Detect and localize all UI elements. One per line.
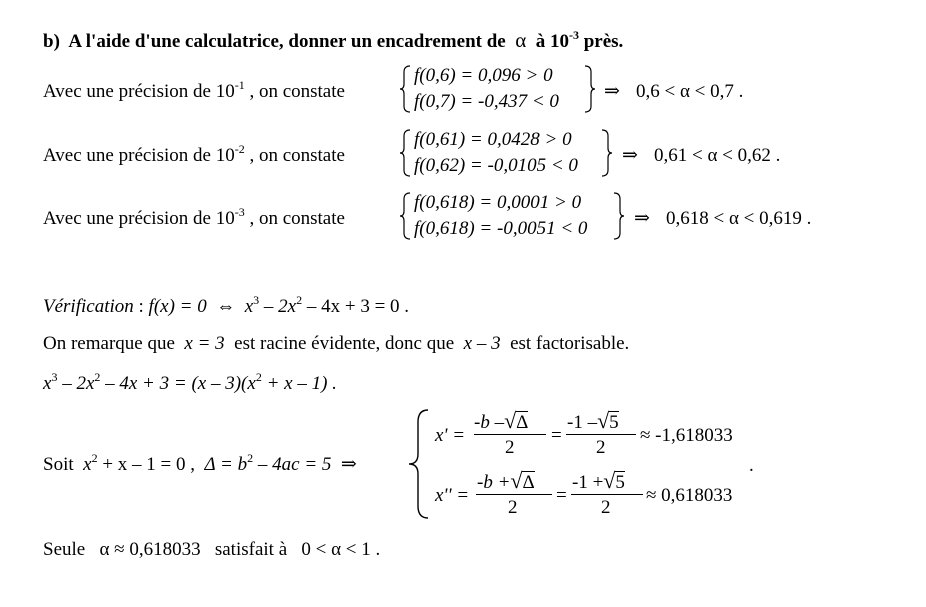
- fraction-bar: [476, 494, 552, 495]
- precision-mid: , on constate: [249, 81, 345, 102]
- implies-icon: ⇒: [604, 81, 620, 102]
- delta-symbol: Δ: [516, 412, 529, 433]
- precision-exp: -3: [234, 205, 245, 219]
- radicand: 5: [609, 412, 619, 433]
- verification-tail: – 4x + 3 = 0 .: [306, 296, 410, 317]
- sqrt-icon: √: [510, 468, 523, 493]
- left-brace-icon: [398, 64, 412, 114]
- verification-eq-left: f(x) = 0: [148, 296, 207, 317]
- eval-line-2: [414, 156, 578, 175]
- numerator-text: -1 +: [572, 472, 604, 493]
- remark-text: On remarque que: [43, 333, 175, 354]
- factorisation-line: [43, 370, 337, 394]
- eval-text: f(0,618) = 0,0001 > 0: [414, 192, 582, 213]
- eval-text: f(0,61) = 0,0428 > 0: [414, 129, 572, 150]
- eval-line-1: [414, 66, 553, 85]
- sqrt-icon: √: [597, 408, 610, 433]
- eval-line-1: [414, 193, 581, 212]
- verification-x: x: [244, 296, 254, 317]
- eval-line-1: [414, 130, 572, 149]
- solve-line: [43, 451, 357, 475]
- precision-lead: [43, 142, 345, 166]
- factor-term: – 2x: [62, 373, 95, 394]
- exponent: 2: [94, 370, 101, 384]
- fraction-bar: [571, 494, 643, 495]
- conclusion-text: satisfait à: [214, 539, 288, 560]
- solve-eq: + x – 1 = 0 ,: [102, 454, 195, 475]
- eval-text: f(0,7) = -0,437 < 0: [414, 91, 559, 112]
- fraction-numerator: [477, 470, 535, 492]
- left-brace-icon: [398, 191, 412, 241]
- left-brace-icon: [406, 408, 430, 520]
- delta-symbol: Δ: [522, 472, 535, 493]
- interval-result: 0,618 < α < 0,619 .: [666, 208, 812, 229]
- end-dot: .: [749, 455, 754, 476]
- solve-eq: x: [83, 454, 92, 475]
- remark-line: [43, 334, 629, 353]
- implies-icon: ⇒: [634, 208, 650, 229]
- heading: [43, 30, 623, 51]
- precision-lead-text: Avec une précision de 10: [43, 145, 235, 166]
- heading-tail: près.: [583, 31, 624, 52]
- precision-lead-text: Avec une précision de 10: [43, 208, 235, 229]
- eval-text: f(0,618) = -0,0051 < 0: [414, 218, 588, 239]
- precision-mid: , on constate: [249, 208, 345, 229]
- fraction-bar: [474, 434, 546, 435]
- precision-lead: [43, 78, 345, 102]
- root-label-text: x' =: [435, 425, 466, 446]
- precision-exp: -1: [234, 78, 245, 92]
- heading-exp: -3: [568, 28, 579, 42]
- right-brace-icon: [583, 64, 597, 114]
- conclusion-line: [43, 540, 380, 559]
- solve-soit: Soit: [43, 454, 74, 475]
- precision-lead-text: Avec une précision de 10: [43, 81, 235, 102]
- exponent: 2: [296, 293, 303, 307]
- equivalence-icon: ⇔: [216, 296, 236, 317]
- heading-text: A l'aide d'une calculatrice, donner un encadrement de: [68, 31, 506, 52]
- interval-result: 0,61 < α < 0,62 .: [654, 145, 781, 166]
- delta-eq: Δ = b: [204, 454, 248, 475]
- conclusion-interval: 0 < α < 1 .: [301, 539, 381, 560]
- verification-line: [43, 293, 410, 317]
- conclusion-value: α ≈ 0,618033: [99, 539, 201, 560]
- remark-text: est factorisable.: [510, 333, 630, 354]
- fraction-numerator: [567, 410, 619, 432]
- verification-term: – 2x: [263, 296, 297, 317]
- exponent: 2: [255, 370, 262, 384]
- fraction-numerator: [572, 470, 625, 492]
- fraction-bar: [566, 434, 636, 435]
- sqrt-icon: √: [603, 468, 616, 493]
- root-approx: ≈ -1,618033: [640, 425, 733, 446]
- exponent: 3: [253, 293, 260, 307]
- factor-term: – 4x + 3 = (x – 3)(x: [105, 373, 256, 394]
- exponent: 2: [91, 451, 98, 465]
- right-brace-icon: [600, 128, 614, 178]
- factor-term: + x – 1) .: [266, 373, 337, 394]
- heading-alpha: α: [515, 28, 527, 52]
- precision-lead: [43, 205, 345, 229]
- fraction-numerator: [474, 410, 528, 432]
- interval-result: 0,6 < α < 0,7 .: [636, 81, 744, 102]
- precision-exp: -2: [234, 142, 245, 156]
- eval-text: f(0,6) = 0,096 > 0: [414, 65, 553, 86]
- heading-to: à 10: [535, 31, 569, 52]
- implies-icon: ⇒: [622, 145, 638, 166]
- heading-part: b): [43, 31, 60, 52]
- verification-label: Vérification: [43, 296, 134, 317]
- equals-sign: =: [556, 485, 567, 506]
- radicand: 5: [615, 472, 625, 493]
- equals-sign: =: [551, 425, 562, 446]
- eval-line-2: [414, 219, 587, 238]
- eval-line-2: [414, 92, 559, 111]
- fraction-denominator: 2: [505, 437, 515, 458]
- delta-eq: – 4ac = 5: [257, 454, 332, 475]
- verification-colon: :: [138, 296, 144, 317]
- root-label: [435, 486, 469, 505]
- factor-term: x: [43, 373, 52, 394]
- root-approx: ≈ 0,618033: [646, 485, 733, 506]
- precision-mid: , on constate: [249, 145, 345, 166]
- fraction-denominator: 2: [601, 497, 611, 518]
- root-label-text: x'' =: [435, 485, 470, 506]
- exponent: 3: [51, 370, 58, 384]
- conclusion-text: Seule: [43, 539, 86, 560]
- fraction-denominator: 2: [508, 497, 518, 518]
- remark-text: est racine évidente, donc que: [234, 333, 455, 354]
- sqrt-icon: √: [504, 408, 517, 433]
- root-label: [435, 426, 465, 445]
- left-brace-icon: [398, 128, 412, 178]
- implies-icon: ⇒: [340, 454, 357, 475]
- numerator-text: -1 –: [567, 412, 598, 433]
- remark-root: x = 3: [184, 333, 225, 354]
- exponent: 2: [247, 451, 254, 465]
- right-brace-icon: [612, 191, 626, 241]
- fraction-denominator: 2: [596, 437, 606, 458]
- numerator-text: -b –: [474, 412, 505, 433]
- numerator-text: -b +: [477, 472, 511, 493]
- remark-factor: x – 3: [463, 333, 501, 354]
- eval-text: f(0,62) = -0,0105 < 0: [414, 155, 578, 176]
